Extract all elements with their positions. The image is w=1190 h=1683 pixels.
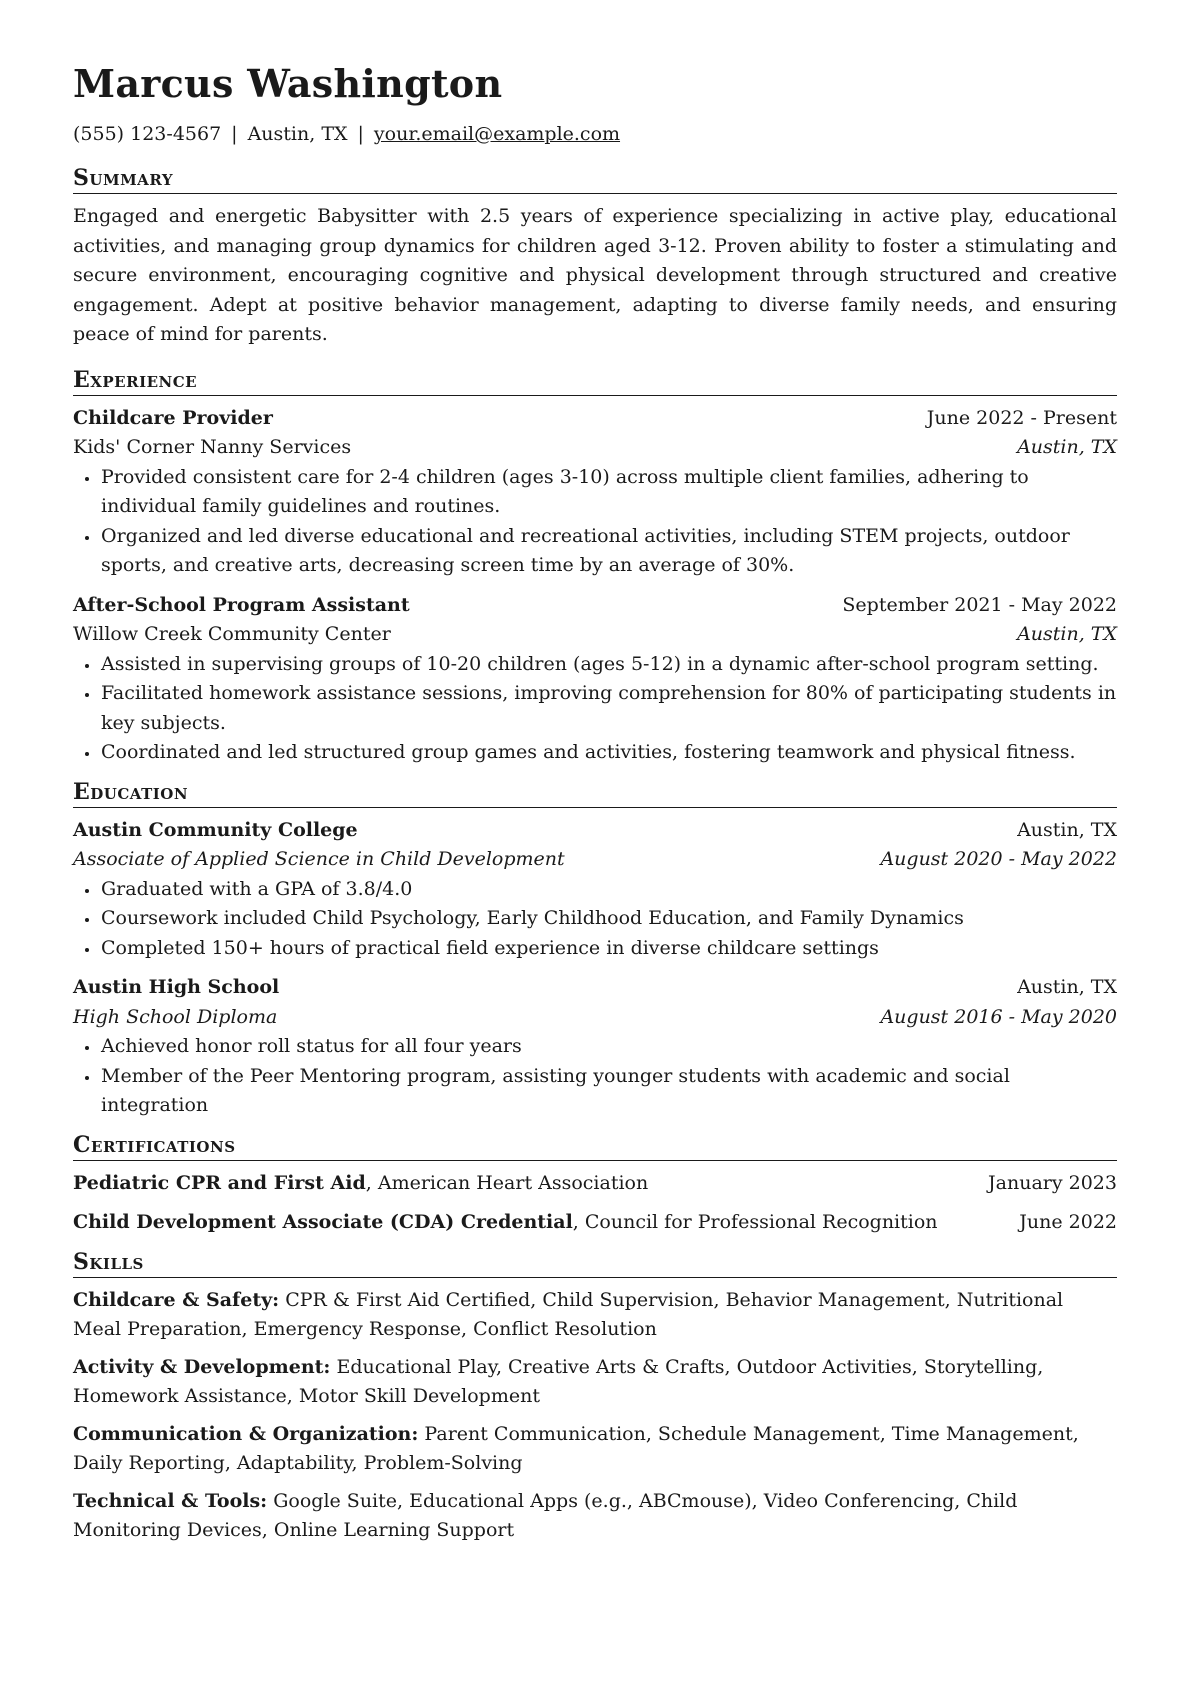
summary-text: Engaged and energetic Babysitter with 2.5 years of experience specializing in active play, educational activities, and managing group dynamics for children aged 3-12. Proven ability to foster a stimulating and secure environment, encouraging cognitive and physical development through structured and creative engagement. Adept at positive behavior management, adapting to diverse family needs, and ensuring peace of mind for parents. (73, 205, 1117, 345)
list-item: • Provided consistent care for 2-4 children (ages 3-10) across multiple client families, adhering to individual family guidelines and routines. (100, 463, 1117, 522)
skill-label: Activity & Development: (73, 1355, 331, 1378)
job-company-row (73, 433, 1117, 463)
list-item: • Coordinated and led structured group games and activities, fostering teamwork and physical fitness. (100, 738, 1117, 768)
certifications-section (73, 1131, 1117, 1238)
certification-date: June 2022 (1019, 1211, 1117, 1233)
skill-group (73, 1420, 1117, 1479)
certification-row (73, 1169, 1117, 1199)
certification-text (73, 1169, 648, 1199)
job-role: After-School Program Assistant (73, 593, 410, 616)
job-role: Childcare Provider (73, 406, 273, 429)
job-dates: September 2021 - May 2022 (842, 593, 1117, 616)
skill-label: Technical & Tools: (73, 1489, 268, 1512)
certification-date: January 2023 (988, 1171, 1117, 1194)
job-dates: June 2022 - Present (926, 406, 1117, 429)
skill-text: CPR & First Aid Certified, Child Supervision, Behavior Management, Nutritional Meal Preparation, Emergency Response, Conflict Resolution (73, 1288, 1064, 1340)
skill-group (73, 1286, 1117, 1345)
certification-name: Child Development Associate (CDA) Credential (73, 1211, 573, 1233)
certification-issuer: , American Heart Association (365, 1171, 649, 1194)
skill-group (73, 1487, 1117, 1546)
education-bullets (73, 875, 1117, 964)
contact-separator: | (231, 123, 238, 145)
school-location: Austin, TX (1017, 818, 1117, 841)
job-company-row (73, 620, 1117, 650)
education-dates: August 2016 - May 2020 (880, 1005, 1117, 1028)
job-company: Willow Creek Community Center (73, 623, 391, 645)
phone-number: (555) 123-4567 (73, 123, 222, 145)
skills-heading: Skills (73, 1248, 1117, 1278)
degree-name: Associate of Applied Science in Child Development (73, 848, 565, 870)
degree-name: High School Diploma (73, 1005, 278, 1028)
list-item: • Assisted in supervising groups of 10-20 children (ages 5-12) in a dynamic after-school program setting. (100, 650, 1117, 680)
certifications-heading: Certifications (73, 1131, 1117, 1161)
summary-section (73, 164, 1117, 350)
skill-label: Childcare & Safety: (73, 1288, 280, 1311)
certification-row (73, 1208, 1117, 1238)
job-location: Austin, TX (1017, 436, 1117, 458)
certification-issuer: , Council for Professional Recognition (572, 1211, 938, 1233)
education-section (73, 778, 1117, 1121)
education-header-row (73, 973, 1117, 1003)
school-name: Austin Community College (73, 818, 358, 841)
list-item: • Graduated with a GPA of 3.8/4.0 (100, 875, 1117, 905)
experience-heading: Experience (73, 366, 1117, 396)
email-link[interactable]: your.email@example.com (373, 123, 621, 145)
skill-text: Parent Communication, Schedule Management, Time Management, Daily Reporting, Adaptability, Problem-Solving (73, 1422, 1079, 1474)
certification-name: Pediatric CPR and First Aid (73, 1171, 366, 1194)
job-company: Kids' Corner Nanny Services (73, 436, 352, 458)
skill-group (73, 1353, 1117, 1412)
list-item: • Completed 150+ hours of practical field experience in diverse childcare settings (100, 934, 1117, 964)
education-header-row (73, 816, 1117, 846)
school-name: Austin High School (73, 976, 280, 998)
education-degree-row (73, 1003, 1117, 1033)
list-item: • Organized and led diverse educational and recreational activities, including STEM projects, outdoor sports, and creative arts, decreasing screen time by an average of 30%. (100, 522, 1117, 581)
job-bullets (73, 650, 1117, 768)
skill-text: Educational Play, Creative Arts & Crafts, Outdoor Activities, Storytelling, Homework Assistance, Motor Skill Development (73, 1355, 1044, 1407)
contact-line (73, 122, 1117, 146)
job-bullets (73, 463, 1117, 581)
education-bullets (73, 1032, 1117, 1121)
education-dates: August 2020 - May 2022 (880, 848, 1117, 870)
education-entry (73, 973, 1117, 1121)
list-item: • Facilitated homework assistance sessions, improving comprehension for 80% of participating students in key subjects. (100, 679, 1117, 738)
candidate-name: Marcus Washington (73, 61, 503, 106)
education-entry (73, 816, 1117, 964)
contact-separator: | (357, 123, 364, 145)
skill-text: Google Suite, Educational Apps (e.g., ABCmouse), Video Conferencing, Child Monitoring Devices, Online Learning Support (73, 1489, 1018, 1541)
skills-section (73, 1248, 1117, 1546)
experience-section (73, 366, 1117, 768)
job-entry (73, 591, 1117, 768)
skill-label: Communication & Organization: (73, 1422, 419, 1445)
list-item: • Member of the Peer Mentoring program, assisting younger students with academic and social integration (100, 1062, 1117, 1121)
education-heading: Education (73, 778, 1117, 808)
list-item: • Coursework included Child Psychology, Early Childhood Education, and Family Dynamics (100, 904, 1117, 934)
job-header-row (73, 591, 1117, 621)
job-entry (73, 404, 1117, 581)
job-header-row (73, 404, 1117, 434)
summary-heading: Summary (73, 164, 1117, 194)
job-location: Austin, TX (1017, 623, 1117, 645)
school-location: Austin, TX (1017, 976, 1117, 998)
education-degree-row (73, 845, 1117, 875)
certification-text (73, 1208, 938, 1238)
list-item: • Achieved honor roll status for all four years (100, 1032, 1117, 1062)
location-text: Austin, TX (247, 123, 348, 145)
